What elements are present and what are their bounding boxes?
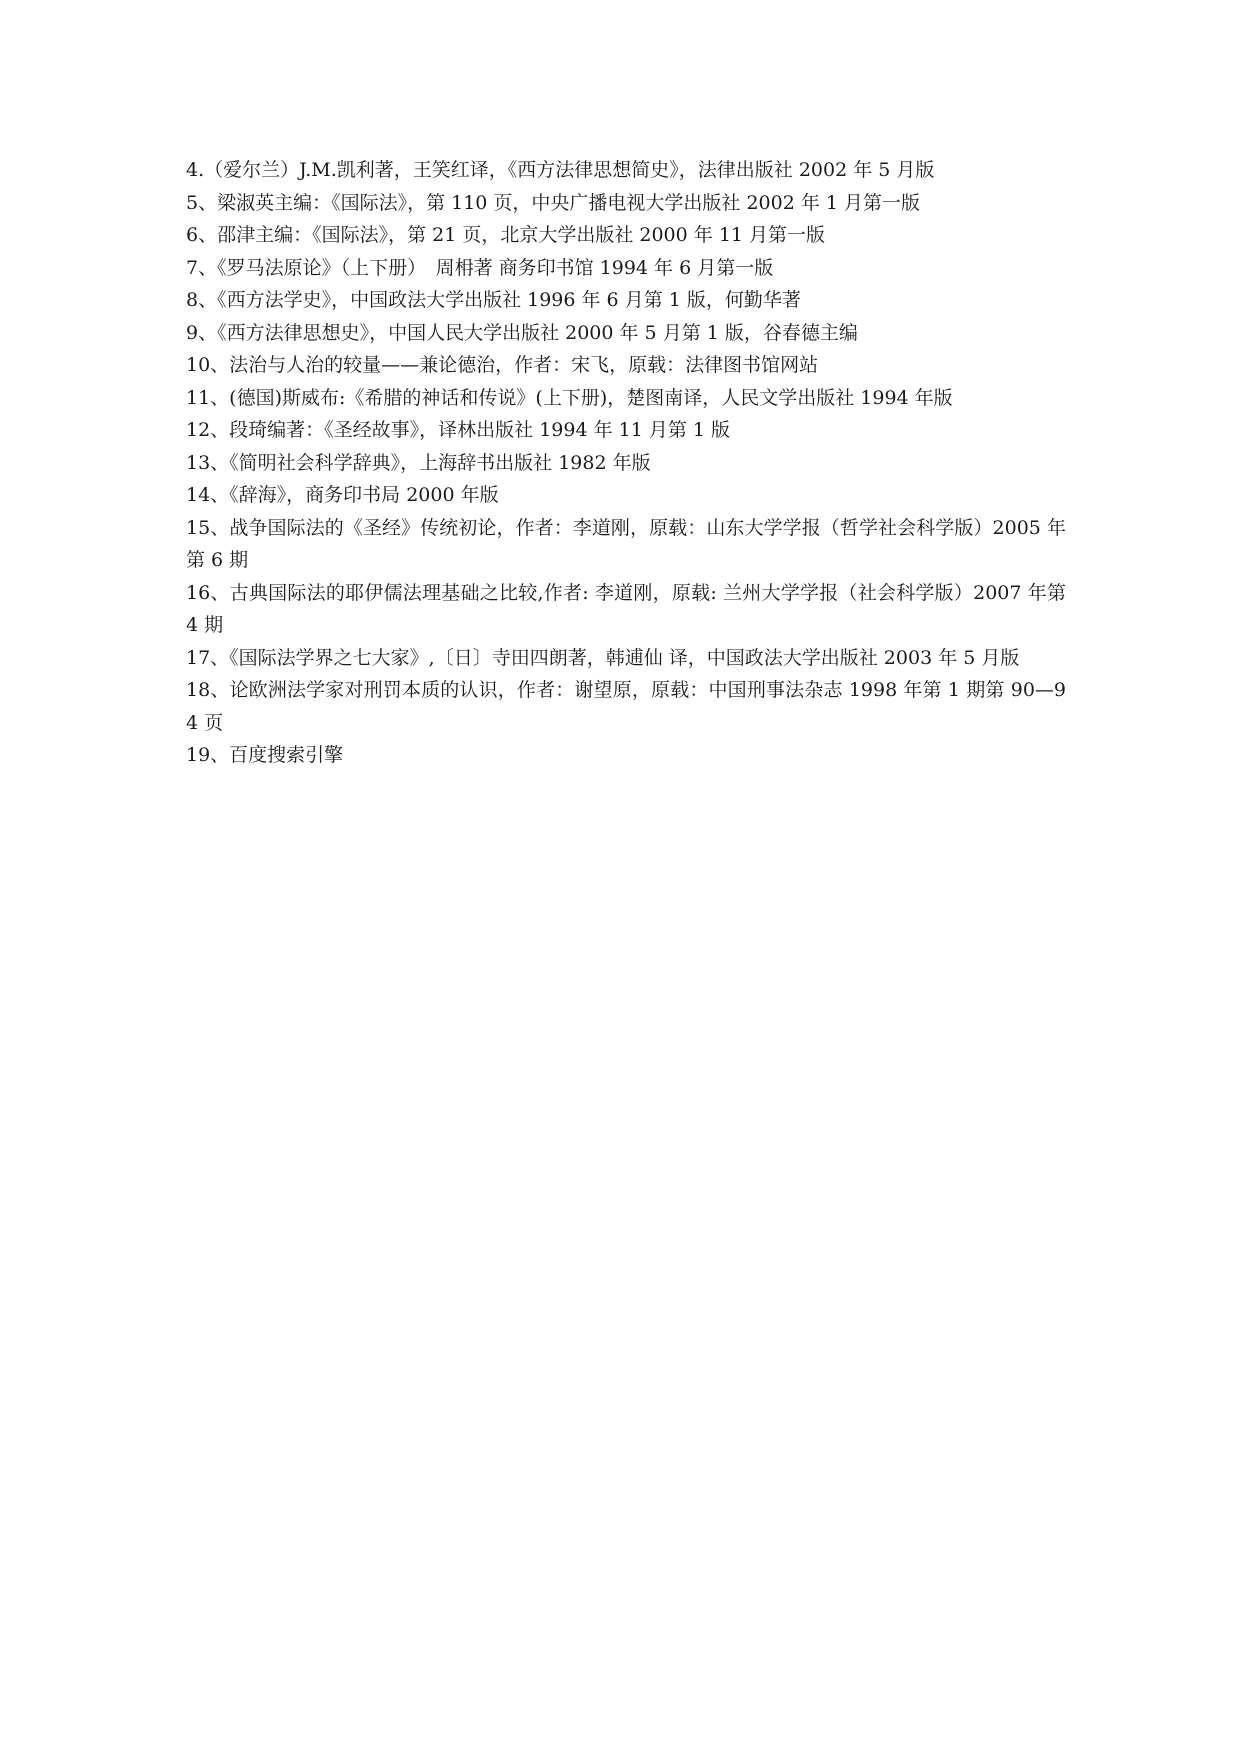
reference-list [186,154,1066,772]
reference-item: 9、《西方法律思想史》，中国人民大学出版社 2000 年 5 月第 1 版，谷春德主编 [186,321,858,344]
reference-item: 7、《罗马法原论》（上下册） 周枏著 商务印书馆 1994 年 6 月第一版 [186,256,774,279]
reference-item: 5、梁淑英主编：《国际法》，第 110 页，中央广播电视大学出版社 2002 年 1 月第一版 [186,191,921,214]
reference-item: 19、百度搜索引擎 [186,744,344,766]
reference-item: 18、论欧洲法学家对刑罚本质的认识，作者：谢望原，原载：中国刑事法杂志 1998 年第 1 期第 90—94 页 [186,679,1066,734]
reference-item: 12、段琦编著：《圣经故事》，译林出版社 1994 年 11 月第 1 版 [186,419,731,441]
reference-item: 4.（爱尔兰）J.M.凯利著，王笑红译，《西方法律思想简史》，法律出版社 2002 年 5 月版 [186,159,935,181]
reference-item: 15、战争国际法的《圣经》传统初论，作者：李道刚，原载：山东大学学报（哲学社会科学版）2005 年第 6 期 [186,516,1066,571]
reference-item: 17、《国际法学界之七大家》,〔日〕寺田四朗著，韩逋仙 译，中国政法大学出版社 2003 年 5 月版 [186,646,1020,669]
reference-item: 11、(德国)斯威布:《希腊的神话和传说》(上下册)，楚图南译，人民文学出版社 1994 年版 [186,386,953,409]
reference-item: 16、古典国际法的耶伊儒法理基础之比较,作者: 李道刚，原载: 兰州大学学报（社会科学版）2007 年第 4 期 [186,581,1066,636]
reference-item: 10、法治与人治的较量——兼论德治，作者：宋飞，原载：法律图书馆网站 [186,354,819,376]
reference-item: 6、邵津主编：《国际法》，第 21 页，北京大学出版社 2000 年 11 月第一版 [186,224,826,246]
reference-item: 8、《西方法学史》，中国政法大学出版社 1996 年 6 月第 1 版，何勤华著 [186,289,801,311]
reference-item: 14、《辞海》，商务印书局 2000 年版 [186,484,499,506]
reference-item: 13、《简明社会科学辞典》，上海辞书出版社 1982 年版 [186,451,651,474]
